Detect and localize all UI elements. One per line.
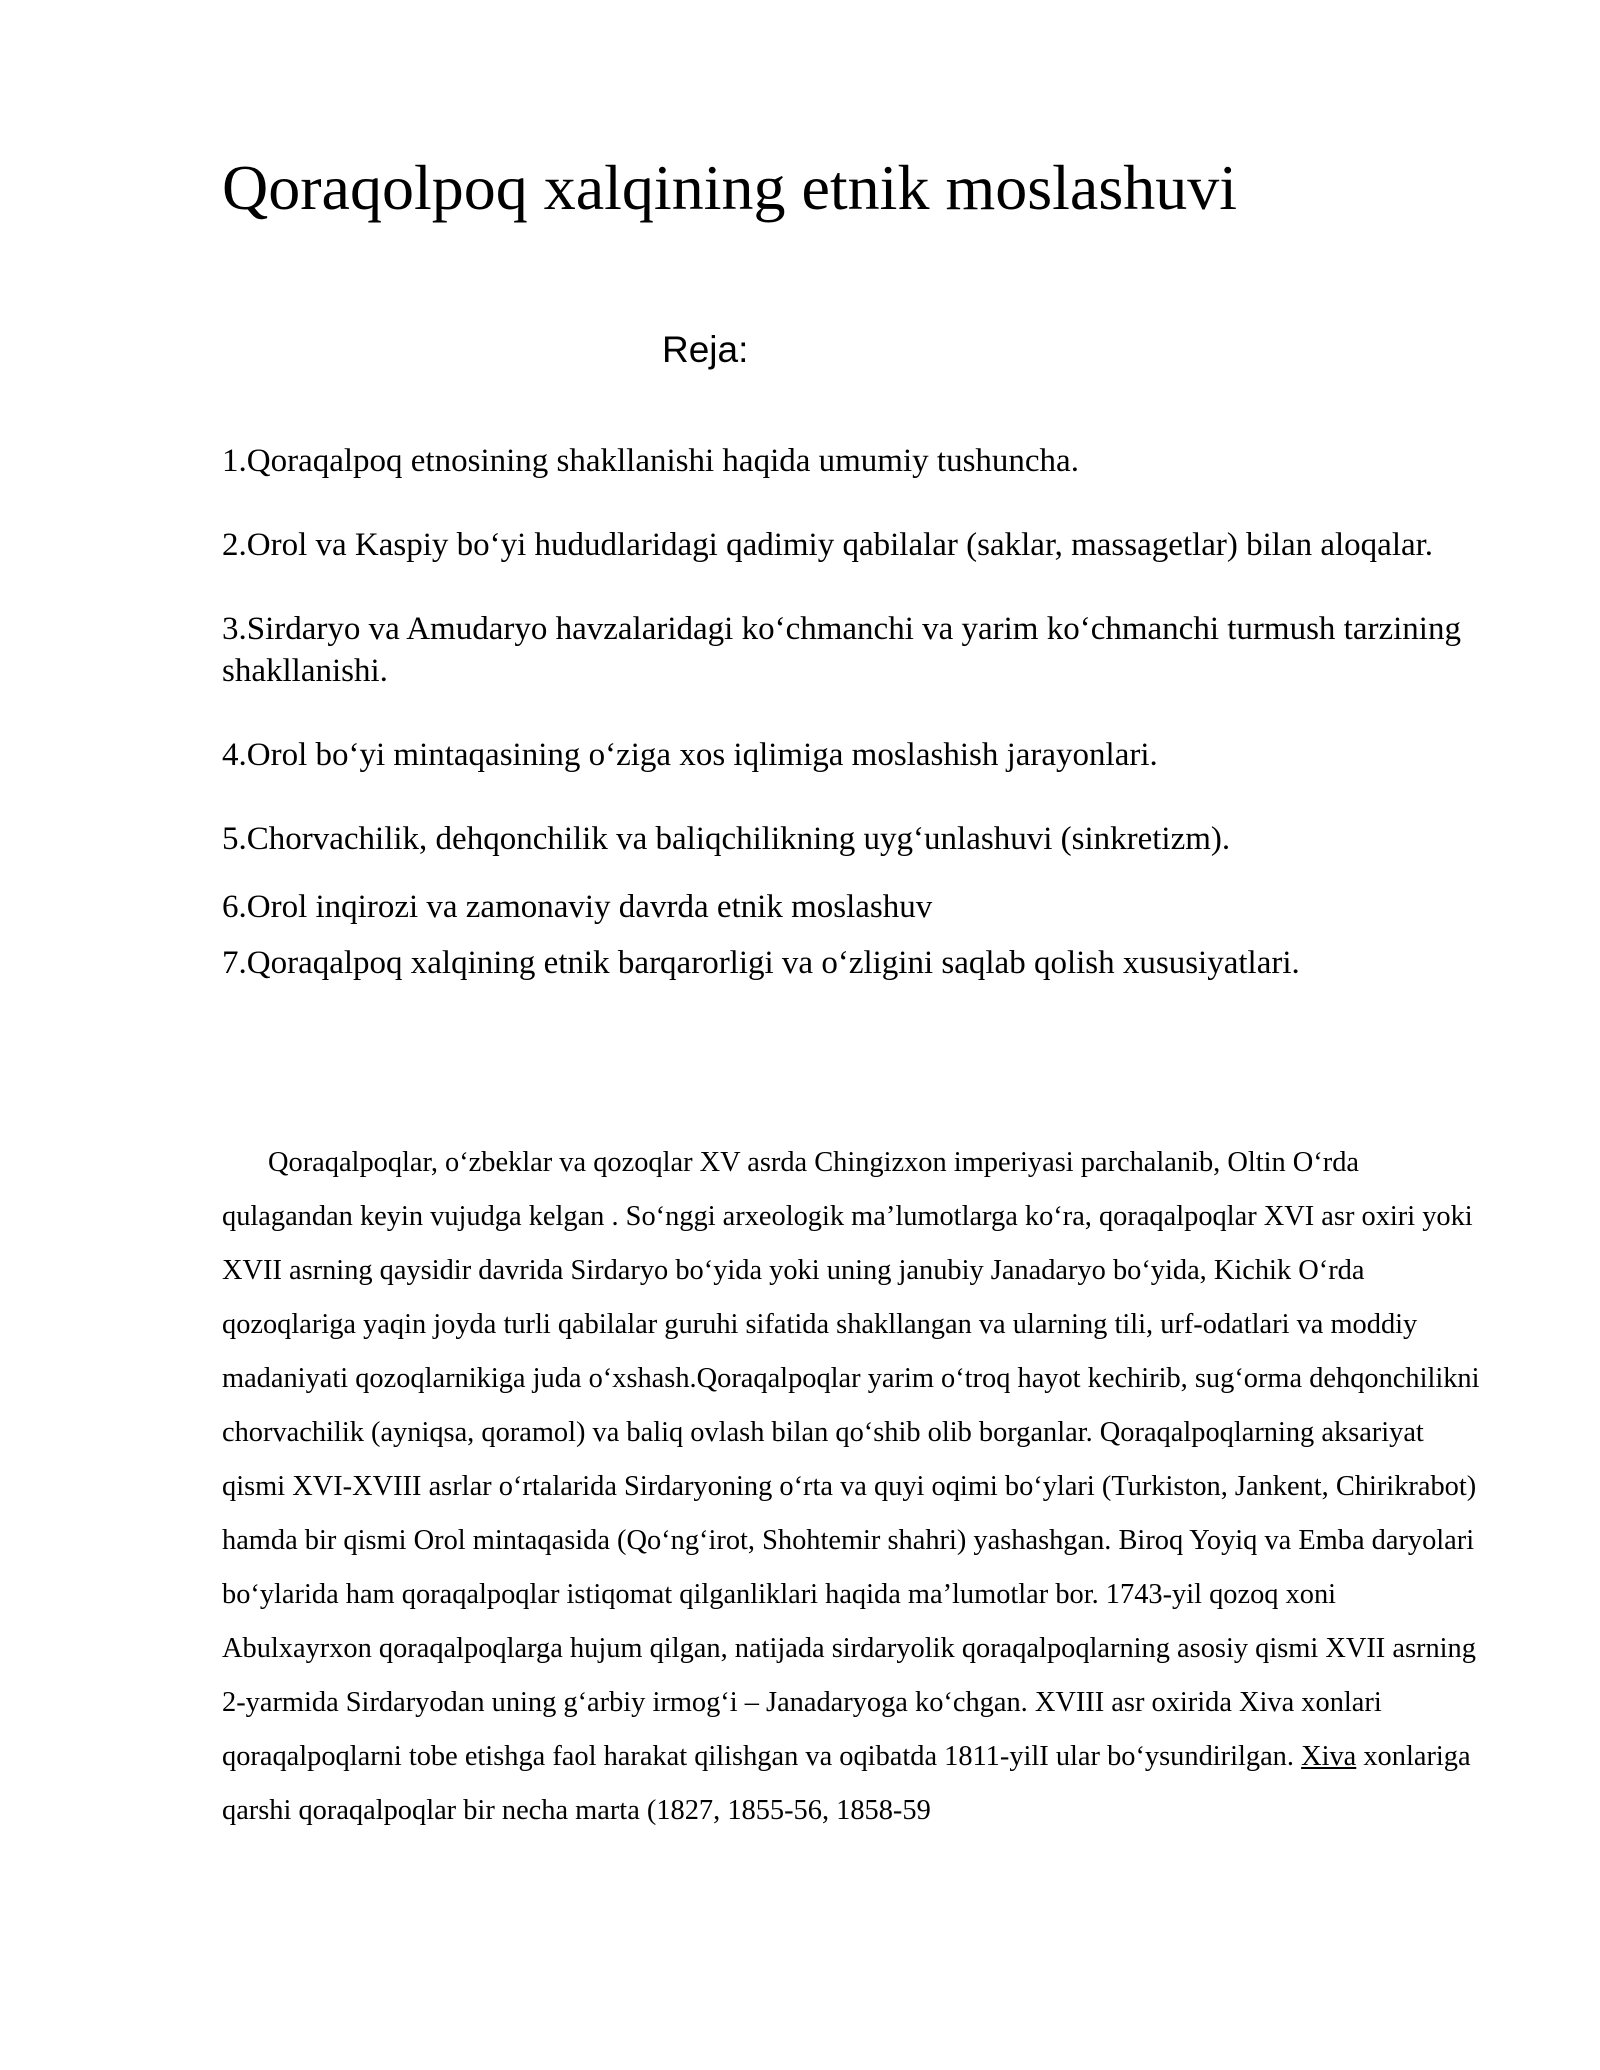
plan-item-3: 3.Sirdaryo va Amudaryo havzalaridagi ko‘chmanchi va yarim ko‘chmanchi turmush tarzining shakllanishi. [222, 611, 1461, 689]
body-paragraph [222, 1136, 1490, 1838]
plan-heading: Reja: [662, 329, 749, 370]
plan-item-5: 5.Chorvachilik, dehqonchilik va baliqchilikning uyg‘unlashuvi (sinkretizm). [222, 821, 1231, 857]
plan-list [222, 440, 1482, 984]
plan-item-1: 1.Qoraqalpoq etnosining shakllanishi haqida umumiy tushuncha. [222, 443, 1079, 479]
document-title: Qoraqolpoq xalqining etnik moslashuvi [222, 152, 1237, 223]
plan-item-4: 4.Orol bo‘yi mintaqasining o‘ziga xos iqlimiga moslashish jarayonlari. [222, 737, 1158, 773]
plan-item-7: 7.Qoraqalpoq xalqining etnik barqarorligi va o‘zligini saqlab qolish xususiyatlari. [222, 945, 1300, 981]
paragraph-text: Qoraqalpoqlar, o‘zbeklar va qozoqlar XV asrda Chingizxon imperiyasi parchalanib, Oltin O‘rda qulagandan keyin vujudga kelgan . So‘nggi arxeologik ma’lumotlarga ko‘ra, qoraqalpoqlar XVI asr oxiri yoki XVII asrning qaysidir davrida Sirdaryo bo‘yida yoki uning janubiy Janadaryo bo‘yida, Kichik O‘rda qozoqlariga yaqin joyda turli qabilalar guruhi sifatida shakllangan va ularning tili, urf-odatlari va moddiy madaniyati qozoqlarnikiga juda o‘xshash.Qoraqalpoqlar yarim o‘troq hayot kechirib, sug‘orma dehqonchilikni chorvachilik (ayniqsa, qoramol) va baliq ovlash bilan qo‘shib olib borganlar. Qoraqalpoqlarning aksariyat qismi XVI-XVIII asrlar o‘rtalarida Sirdaryoning o‘rta va quyi oqimi bo‘ylari (Turkiston, Jankent, Chirikrabot) hamda bir qismi Orol mintaqasida (Qo‘ng‘irot, Shohtemir shahri) yashashgan. Biroq Yoyiq va Emba daryolari bo‘ylarida ham qoraqalpoqlar istiqomat qilganliklari haqida ma’lumotlar bor. 1743-yil qozoq xoni Abulxayrxon qoraqalpoqlarga hujum qilgan, natijada sirdaryolik qoraqalpoqlarning asosiy qismi XVII asrning 2-yarmida Sirdaryodan uning g‘arbiy irmog‘i – Janadaryoga ko‘chgan. XVIII asr oxirida Xiva xonlari qoraqalpoqlarni tobe etishga faol harakat qilishgan va oqibatda 1811-yilI ular bo‘ysundirilgan. [222, 1147, 1480, 1772]
paragraph-text-continued: xonlariga qarshi qoraqalpoqlar bir necha marta (1827, 1855-56, 1858-59 [222, 1741, 1471, 1826]
plan-item-2: 2.Orol va Kaspiy bo‘yi hududlaridagi qadimiy qabilalar (saklar, massagetlar) bilan aloqalar. [222, 527, 1434, 563]
xiva-link[interactable]: Xiva [1301, 1741, 1357, 1772]
plan-item-6: 6.Orol inqirozi va zamonaviy davrda etnik moslashuv [222, 889, 933, 925]
